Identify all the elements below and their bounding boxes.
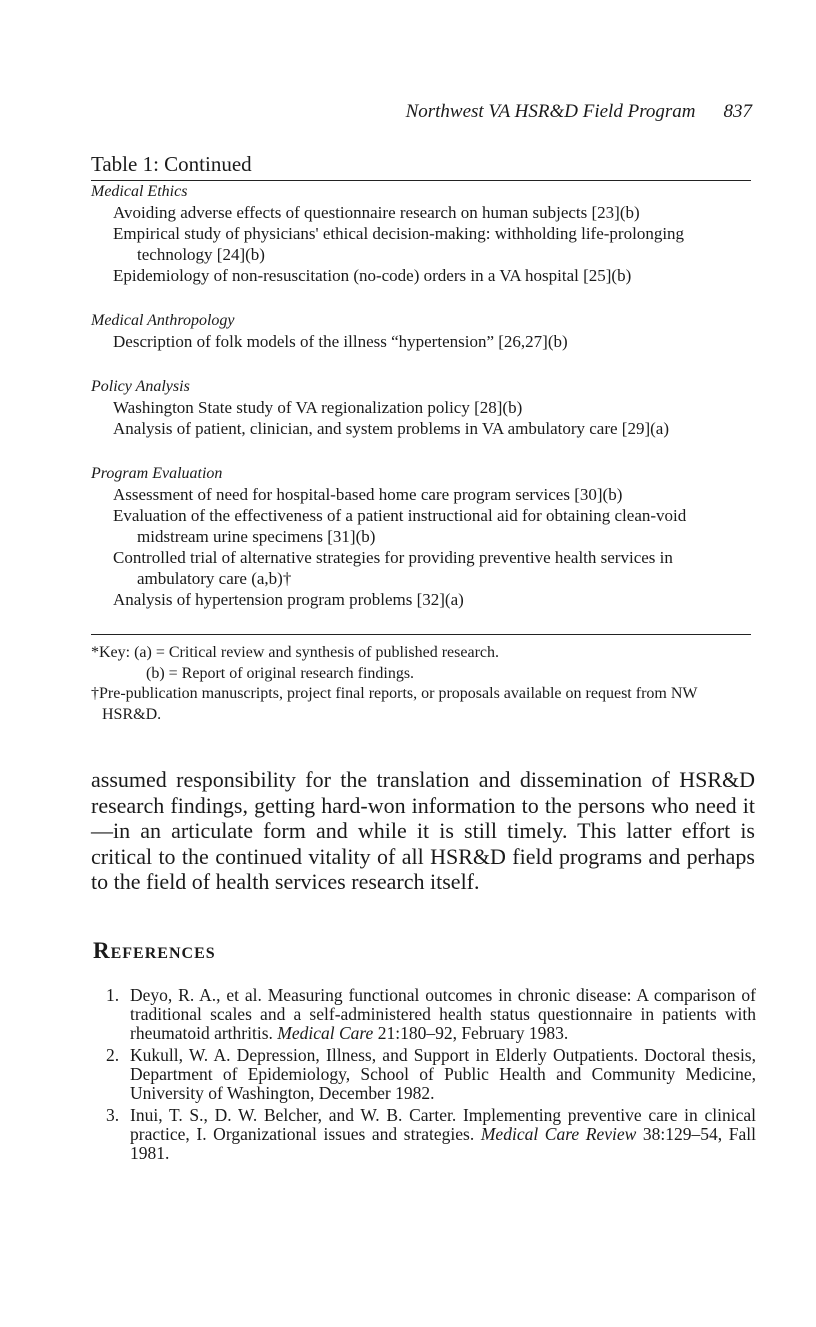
- key-a: *Key: (a) = Critical review and synthesis of published research.: [91, 644, 500, 661]
- table-caption: Table 1: Continued: [91, 152, 252, 176]
- table-entry: Avoiding adverse effects of questionnaire research on human subjects [23](b): [113, 203, 640, 222]
- table-entry: Washington State study of VA regionalization policy [28](b): [113, 398, 523, 417]
- reference-number: 1.: [106, 985, 120, 1005]
- table-section-medical-anthropology: [91, 310, 751, 352]
- reference-journal: Medical Care: [277, 1023, 374, 1043]
- reference-tail: 21:180–92, February 1983.: [373, 1023, 569, 1043]
- table-1: [91, 150, 751, 725]
- table-entry: Controlled trial of alternative strategies for providing preventive health services in ambulatory care (a,b)†: [113, 548, 673, 588]
- reference-text: Deyo, R. A., et al. Measuring functional outcomes in chronic disease: A comparison of traditional scales and a self-administered health status questionnaire in patients with rheumatoid arthritis.: [130, 985, 756, 1043]
- table-entry: Epidemiology of non-resuscitation (no-code) orders in a VA hospital [25](b): [113, 266, 632, 285]
- reference-item: [106, 1106, 756, 1163]
- section-heading: Policy Analysis: [91, 378, 190, 395]
- table-footnote: †Pre-publication manuscripts, project final reports, or proposals available on request from NW HSR&D.: [91, 685, 698, 723]
- reference-item: [106, 1046, 756, 1103]
- reference-tail: 38:129–54, Fall 1981.: [130, 1124, 757, 1163]
- table-section-medical-ethics: [91, 181, 751, 286]
- reference-number: 3.: [106, 1105, 120, 1125]
- table-bottom-rule: [91, 634, 751, 635]
- table-key: [91, 643, 751, 725]
- table-entry: Assessment of need for hospital-based home care program services [30](b): [113, 485, 623, 504]
- table-entry: Empirical study of physicians' ethical decision-making: withholding life-prolonging technology [24](b): [113, 224, 685, 264]
- table-section-program-evaluation: [91, 463, 751, 610]
- table-entry: Evaluation of the effectiveness of a patient instructional aid for obtaining clean-void midstream urine specimens [31](b): [113, 506, 687, 546]
- reference-text: Kukull, W. A. Depression, Illness, and Support in Elderly Outpatients. Doctoral thesis, Department of Epidemiology, School of Public Health and Community Medicine, University of Washington, December 1982.: [130, 1045, 756, 1103]
- reference-item: [106, 986, 756, 1043]
- table-entry: Analysis of hypertension program problems [32](a): [113, 590, 464, 609]
- running-head-title: Northwest VA HSR&D Field Program: [405, 101, 696, 122]
- table-section-policy-analysis: [91, 376, 751, 439]
- reference-text: Inui, T. S., D. W. Belcher, and W. B. Carter. Implementing preventive care in clinical practice, I. Organizational issues and strategies.: [130, 1105, 756, 1144]
- references-list: [106, 986, 756, 1166]
- running-head: [300, 101, 752, 123]
- reference-journal: Medical Care Review: [480, 1124, 637, 1144]
- section-heading: Medical Ethics: [91, 183, 188, 200]
- section-heading: Medical Anthropology: [91, 312, 235, 329]
- page-number: 837: [723, 101, 752, 122]
- table-entry: Analysis of patient, clinician, and system problems in VA ambulatory care [29](a): [113, 419, 669, 438]
- reference-number: 2.: [106, 1045, 120, 1065]
- key-b: (b) = Report of original research findings.: [146, 664, 415, 682]
- section-heading: Program Evaluation: [91, 465, 223, 482]
- table-entry: Description of folk models of the illness “hypertension” [26,27](b): [113, 332, 568, 351]
- references-heading: References: [93, 938, 216, 963]
- body-paragraph: assumed responsibility for the translation and dissemination of HSR&D research findings, getting hard-won information to the persons who need it—in an articulate form and while it is still timely. This latter effort is critical to the continued vitality of all HSR&D field programs and perhaps to the field of health services research itself.: [91, 767, 755, 894]
